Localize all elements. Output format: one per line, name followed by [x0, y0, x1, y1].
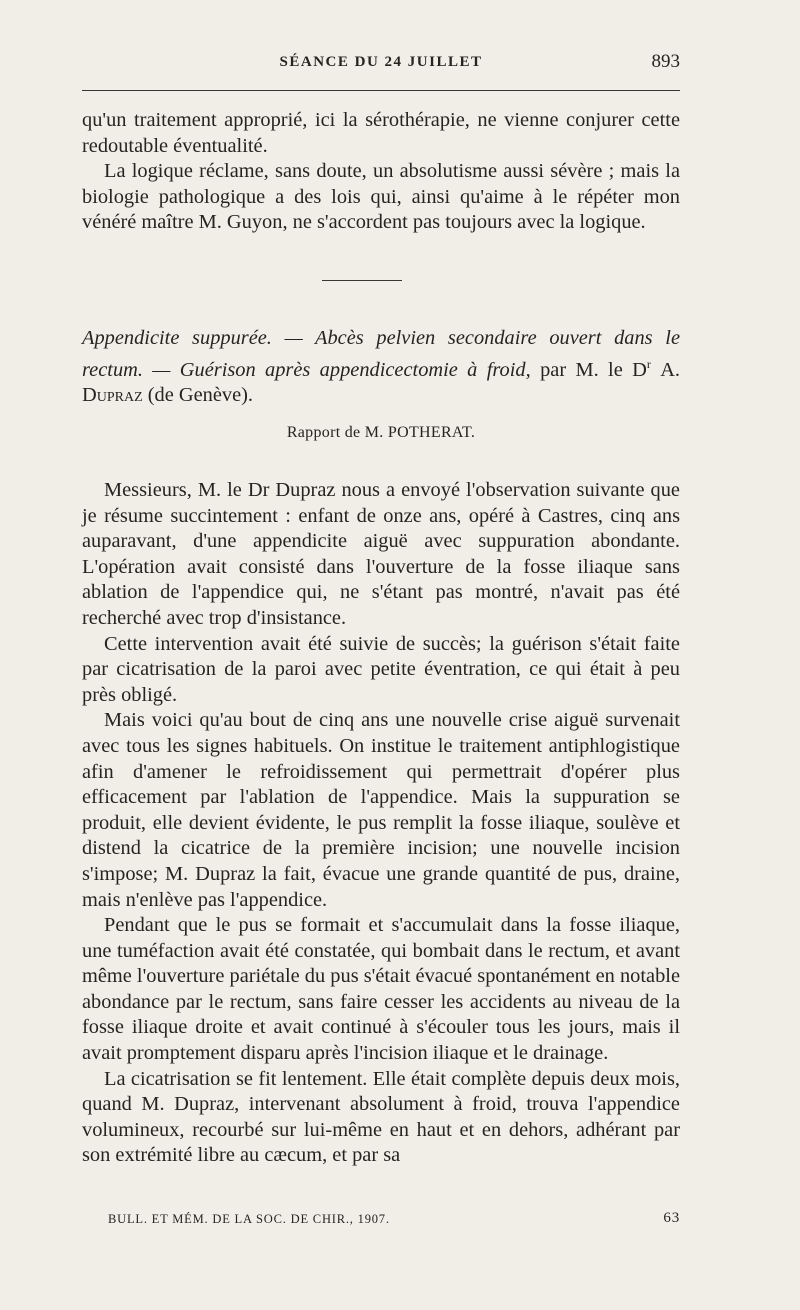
body-paragraph: La cicatrisation se fit lentement. Elle était complète depuis deux mois, quand M. Dupraz, intervenant absolument à froid, trouva l'appendice volumineux, recourbé sur lui-même en haut et en dehors, adhérant par son extrémité libre au cæcum, et par sa: [82, 1067, 680, 1167]
intro-paragraph: qu'un traitement approprié, ici la sérothérapie, ne vienne conjurer cette redoutable éventualité.: [82, 109, 680, 157]
page-footer: [108, 1208, 680, 1230]
article-title-by-sup: r: [646, 356, 651, 371]
main-text: [82, 478, 680, 1169]
running-head: [82, 50, 680, 76]
article-title: [82, 326, 680, 409]
body-paragraph: Cette intervention avait été suivie de succès; la guérison s'était faite par cicatrisation de la paroi avec petite éventration, ce qui était à peu près obligé.: [82, 632, 680, 706]
intro-text: [82, 108, 680, 236]
section-divider: [322, 280, 402, 281]
page-number: 893: [651, 51, 680, 72]
article-title-by: par M. le D: [540, 358, 647, 381]
footer-signature: BULL. ET MÉM. DE LA SOC. DE CHIR., 1907.: [108, 1212, 390, 1226]
article-author: A. Dupraz: [82, 358, 681, 406]
body-paragraph: Pendant que le pus se formait et s'accumulait dans la fosse iliaque, une tuméfaction avait été constatée, qui bombait dans le rectum, et avant même l'ouverture pariétale du pus s'était évacué spontanément en notable abondance par le rectum, sans faire cesser les accidents au niveau de la fosse iliaque droite et avait continué à s'écouler tous les jours, mais il avait promptement disparu après l'incision iliaque et le drainage.: [82, 914, 680, 1065]
intro-paragraph: La logique réclame, sans doute, un absolutisme aussi sévère ; mais la biologie pathologique a des lois qui, ainsi qu'aime à le répéter mon vénéré maître M. Guyon, ne s'accordent pas toujours avec la logique.: [82, 160, 680, 234]
running-title: SÉANCE DU 24 JUILLET: [279, 54, 483, 70]
footer-sheet-number: 63: [663, 1210, 680, 1226]
body-paragraph: Mais voici qu'au bout de cinq ans une nouvelle crise aiguë survenait avec tous les signes habituels. On institue le traitement antiphlogistique afin d'amener le refroidissement qui permettrait d'opérer plus efficacement par l'ablation de l'appendice. Mais la suppuration se produit, elle devient évidente, le pus remplit la fosse iliaque, soulève et distend la cicatrice de la première incision; une nouvelle incision s'impose; M. Dupraz la fait, évacue une grande quantité de pus, draine, mais n'enlève pas l'appendice.: [82, 709, 680, 911]
article-title-italic: Appendicite suppurée. — Abcès pelvien secondaire ouvert dans le rectum. — Guérison après appendicectomie à froid,: [82, 327, 680, 381]
body-paragraph: Messieurs, M. le Dr Dupraz nous a envoyé l'observation suivante que je résume succintement : enfant de onze ans, opéré à Castres, cinq ans auparavant, d'une appendicite aiguë avec suppuration abondante. L'opération avait consisté dans l'ouverture de la fosse iliaque sans ablation de l'appendice qui, ne s'étant pas montré, n'avait pas été recherché avec trop d'insistance.: [82, 479, 680, 629]
header-rule: [82, 90, 680, 91]
article-place: (de Genève).: [147, 383, 254, 406]
report-byline: Rapport de M. POTHERAT.: [286, 424, 476, 441]
